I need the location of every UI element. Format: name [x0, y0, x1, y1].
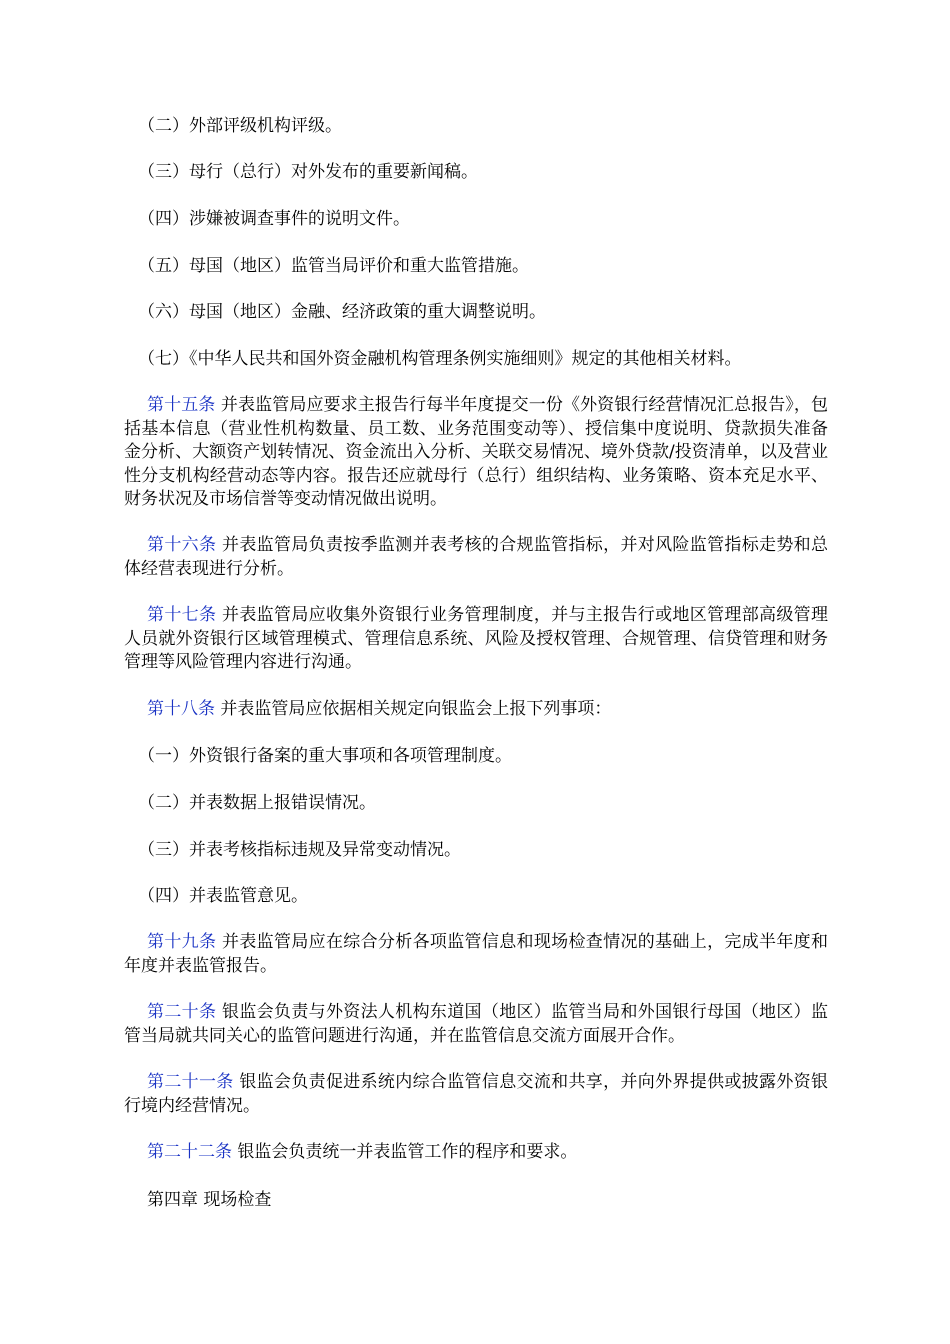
list-item: （七）《中华人民共和国外资金融机构管理条例实施细则》规定的其他相关材料。 — [138, 349, 742, 369]
list-item: （四）并表监管意见。 — [138, 886, 308, 906]
list-item: （三）母行（总行）对外发布的重要新闻稿。 — [138, 162, 478, 182]
article-text: 并表监管局应要求主报告行每半年度提交一份《外资银行经营情况汇总报告》，包括基本信息（营业性机构数量、员工数、业务范围变动等）、授信集中度说明、贷款损失准备金分析、大额资产划转情况、资金流出入分析、关联交易情况、境外贷款/投资清单，以及营业性分支机构经营动态等内容。报告还应就母行（总行）组织结构、业务策略、资本充足水平、财务状况及市场信誉等变动情况做出说明。 — [124, 395, 829, 509]
article-text: 银监会负责与外资法人机构东道国（地区）监管当局和外国银行母国（地区）监管当局就共同关心的监管问题进行沟通，并在监管信息交流方面展开合作。 — [124, 1002, 829, 1046]
list-item: （二）外部评级机构评级。 — [138, 116, 342, 136]
article-number: 第二十二条 — [147, 1142, 232, 1162]
article-number: 第十五条 — [147, 395, 216, 415]
list-item: （五）母国（地区）监管当局评价和重大监管措施。 — [138, 256, 529, 276]
article-number: 第十六条 — [147, 535, 217, 555]
list-item: （一）外资银行备案的重大事项和各项管理制度。 — [138, 746, 512, 766]
list-item: （三）并表考核指标违规及异常变动情况。 — [138, 840, 461, 860]
article-paragraph — [124, 394, 828, 512]
article-paragraph — [124, 1141, 828, 1165]
article-text: 并表监管局应在综合分析各项监管信息和现场检查情况的基础上，完成半年度和年度并表监管报告。 — [124, 932, 829, 976]
article-paragraph — [124, 698, 828, 722]
article-text: 并表监管局负责按季监测并表考核的合规监管指标，并对风险监管指标走势和总体经营表现进行分析。 — [124, 535, 829, 579]
article-text: 并表监管局应依据相关规定向银监会上报下列事项： — [215, 699, 612, 719]
article-paragraph — [124, 604, 828, 675]
article-text: 银监会负责统一并表监管工作的程序和要求。 — [232, 1142, 578, 1162]
article-paragraph — [124, 1001, 828, 1048]
article-number: 第十七条 — [147, 605, 217, 625]
article-paragraph — [124, 931, 828, 978]
list-item: （六）母国（地区）金融、经济政策的重大调整说明。 — [138, 302, 546, 322]
article-number: 第十九条 — [147, 932, 217, 952]
article-text: 并表监管局应收集外资银行业务管理制度，并与主报告行或地区管理部高级管理人员就外资银行区域管理模式、管理信息系统、风险及授权管理、合规管理、信贷管理和财务管理等风险管理内容进行沟通。 — [124, 605, 829, 672]
article-number: 第二十条 — [147, 1002, 217, 1022]
article-paragraph — [124, 1071, 828, 1118]
list-item: （二）并表数据上报错误情况。 — [138, 793, 376, 813]
list-item: （四）涉嫌被调查事件的说明文件。 — [138, 209, 410, 229]
article-number: 第十八条 — [147, 699, 215, 719]
article-paragraph — [124, 534, 828, 581]
article-number: 第二十一条 — [147, 1072, 234, 1092]
article-text: 银监会负责促进系统内综合监管信息交流和共享，并向外界提供或披露外资银行境内经营情况。 — [124, 1072, 829, 1116]
chapter-heading: 第四章 现场检查 — [147, 1190, 272, 1210]
